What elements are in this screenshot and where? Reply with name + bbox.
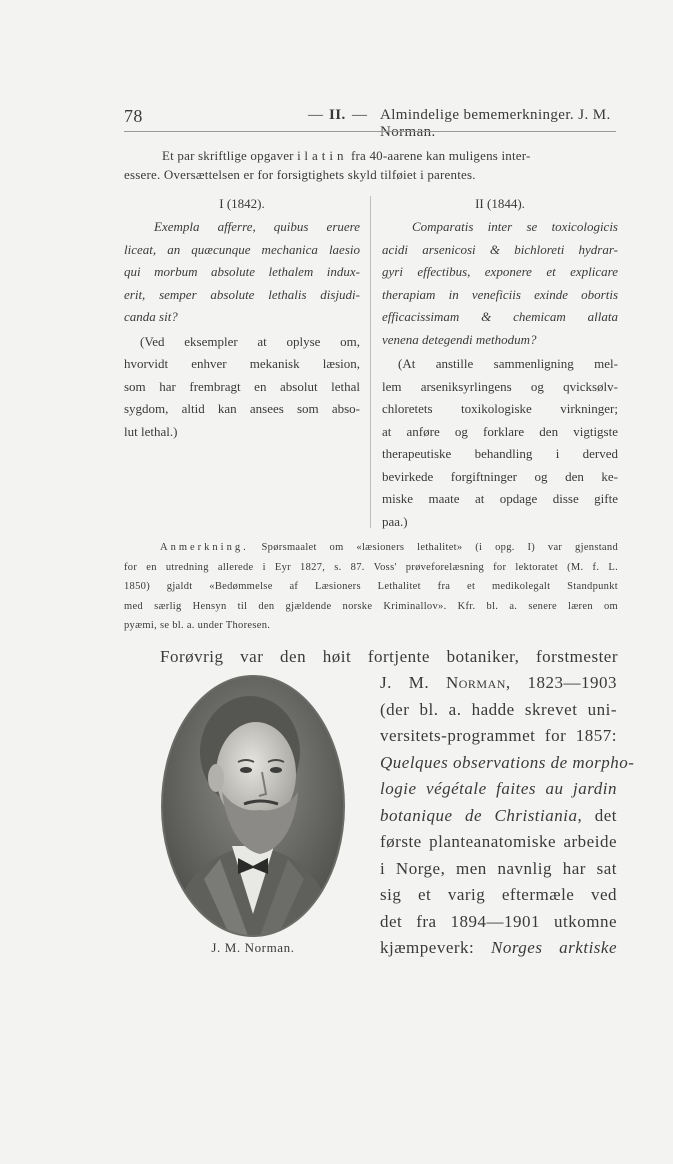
translation-text <box>382 353 618 533</box>
running-header <box>124 104 616 140</box>
text-line: i Norge, men navnlig har sat <box>380 858 617 878</box>
text-line: botanique de Christiania, det <box>380 805 617 825</box>
text-line: (der bl. a. hadde skrevet uni- <box>380 699 617 719</box>
assignment-column-2 <box>382 194 618 533</box>
text-line: therapiam in veneficiis exinde obortis <box>382 286 618 302</box>
latin-text <box>124 216 360 329</box>
column-heading: II (1844). <box>475 196 525 211</box>
text-line: venena detegendi methodum? <box>382 331 537 347</box>
text-line: som har frembragt en absolut lethal <box>124 378 360 394</box>
spaced-word: latin <box>304 148 348 163</box>
text-line: efficacissimam & chemicam allata <box>382 309 618 324</box>
text-line: liceat, an quæcunque mechanica laesio <box>124 241 360 257</box>
text-line: at anføre og forklare den vigtigste <box>382 423 618 439</box>
text-line: canda sit? <box>124 309 178 324</box>
text-line: J. M. Norman, 1823—1903 <box>380 673 618 692</box>
translation-text <box>124 331 360 444</box>
text-line: logie végétale faites au jardin <box>380 779 617 798</box>
assignment-column-1 <box>124 194 360 443</box>
text-line: hvorvidt enhver mekanisk læsion, <box>124 356 360 371</box>
text-line: Exempla afferre, quibus eruere <box>154 219 360 234</box>
running-title: Almindelige bememerkninger. J. M. Norman. <box>380 107 611 140</box>
note-line: 1850) gjaldt «Bedømmelse af Læsioners Lethalitet fra et medikolegalt Standpunkt <box>124 581 618 592</box>
text-line: gyri effectibus, exponere et explicare <box>382 264 618 279</box>
header-dash-right: — <box>352 107 368 123</box>
latin-text <box>382 216 618 351</box>
intro-line: essere. Oversættelsen er for forsigtighets skyld tilføiet i parentes. <box>124 167 476 182</box>
text-line: lut lethal.) <box>124 423 178 439</box>
note-line: Anmerkning. Spørsmaalet om «læsioners lethalitet» (i opg. I) var gjenstand <box>160 542 618 553</box>
header-dash-left: — <box>308 107 324 123</box>
portrait-photo <box>160 674 346 938</box>
body-text-right <box>380 670 635 962</box>
text-line: kjæmpeverk: Norges arktiske <box>380 938 617 957</box>
intro-line: Et par skriftlige opgaver i latin fra 40-aarene kan muligens inter- <box>162 148 531 163</box>
footnote <box>124 538 618 636</box>
person-name: Norman <box>445 673 506 692</box>
text-line: qui morbum absolute lethalem indux- <box>124 264 360 279</box>
portrait-image <box>160 674 346 938</box>
chapter-number: II. <box>329 107 346 123</box>
text-line: Quelques observations de morpho- <box>380 752 635 772</box>
text-line: chloretets toxikologiske virkninger; <box>382 401 618 416</box>
text-line: sig et varig eftermæle ved <box>380 885 617 904</box>
text-line: (Ved eksempler at oplyse om, <box>140 333 360 349</box>
text-line: erit, semper absolute lethalis disjudi- <box>124 286 360 302</box>
intro-paragraph <box>124 146 618 184</box>
header-rule <box>124 131 616 132</box>
text-line: paa.) <box>382 513 408 529</box>
text-line: bevirkede forgiftninger og den ke- <box>382 468 618 484</box>
note-line: for en utredning allerede i Eyr 1827, s. 87. Voss' prøveforelæsning for lektoratet (M. f. L. <box>124 561 618 573</box>
text-line: første planteanatomiske arbeide <box>380 832 617 851</box>
text-line: det fra 1894—1901 utkomne <box>380 911 617 931</box>
note-line: pyæmi, se bl. a. under Thoresen. <box>124 620 271 631</box>
text-line: lem arseniksyrlingens og qvicksølv- <box>382 378 618 394</box>
column-divider <box>370 196 371 528</box>
page-number: 78 <box>124 106 143 126</box>
text-line: versitets-programmet for 1857: <box>380 726 617 745</box>
body-first-line <box>160 644 618 671</box>
text-line: acidi arsenicosi & bichloreti hydrar- <box>382 241 618 257</box>
column-heading: I (1842). <box>219 196 265 211</box>
portrait-caption: J. M. Norman. <box>211 940 295 955</box>
note-label: Anmerkning. <box>160 542 249 553</box>
text-line: Comparatis inter se toxicologicis <box>412 219 618 234</box>
text-line: miske maate at opdage disse gifte <box>382 491 618 506</box>
text-line: (At anstille sammenligning mel- <box>398 356 618 371</box>
note-line: med særlig Hensyn til den gjældende norske Kriminallov». Kfr. bl. a. senere læren om <box>124 600 618 612</box>
text-line: therapeutiske behandling i derved <box>382 446 618 461</box>
text-line: sygdom, altid kan ansees som abso- <box>124 401 360 416</box>
text-line: Forøvrig var den høit fortjente botaniker, forstmester <box>160 647 618 666</box>
